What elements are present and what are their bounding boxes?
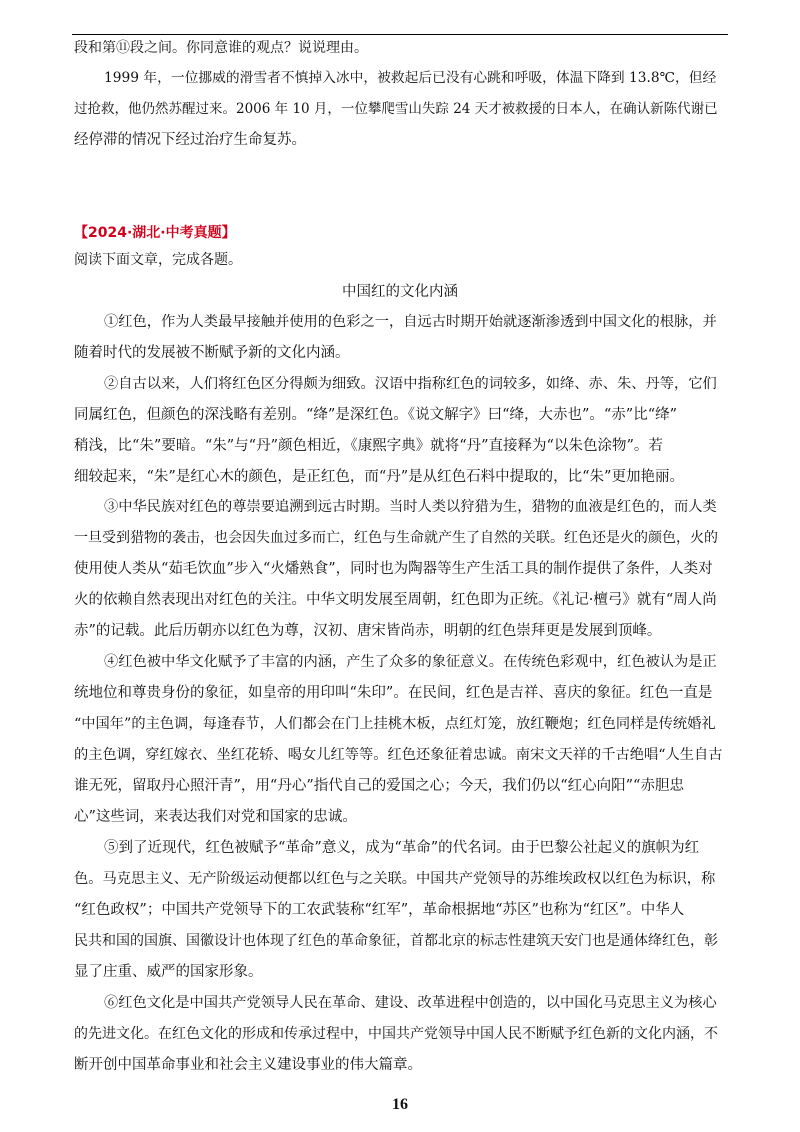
paragraph-6-line: 断开创中国革命事业和社会主义建设事业的伟大篇章。 — [74, 1057, 422, 1073]
paragraph-5-line: “红色政权”；中国共产党领导下的工农武装称“红军”，革命根据地“苏区”也称为“红区”。中华人 — [74, 902, 685, 918]
paragraph-3-line: ③中华民族对红色的尊崇要追溯到远古时期。当时人类以狩猎为生，猎物的血液是红色的，而人类 — [104, 499, 717, 515]
paragraph-1-line: 随着时代的发展被不断赋予新的文化内涵。 — [74, 345, 350, 361]
paragraph-5-line: ⑤到了近现代，红色被赋予“革命”意义，成为“革命”的代名词。由于巴黎公社起义的旗帜为红 — [104, 840, 700, 856]
paragraph-2-line: 细较起来，“朱”是红心木的颜色，是正红色，而“丹”是从红色石料中提取的，比“朱”更加艳丽。 — [74, 469, 684, 485]
paragraph-3-line: 赤”的记载。此后历朝亦以红色为尊，汉初、唐宋皆尚赤，明朝的红色崇拜更是发展到顶峰。 — [74, 623, 662, 639]
paragraph-4-line: 心”这些词，来表达我们对党和国家的忠诚。 — [74, 809, 357, 825]
question-continuation: 段和第⑪段之间。你同意谁的观点？说说理由。 — [74, 40, 368, 56]
paragraph-4-line: “中国年”的主色调，每逢春节，人们都会在门上挂桃木板，点红灯笼，放红鞭炮；红色同样是传统婚礼 — [74, 716, 716, 732]
article-title: 中国红的文化内涵 — [342, 284, 458, 300]
intro-paragraph-line: 经停滞的情况下经过治疗生命复苏。 — [74, 132, 306, 148]
paragraph-2-line: 同属红色，但颜色的深浅略有差别。“绛”是深红色。《说文解字》曰“绛，大赤也”。“赤”比“绛” — [74, 407, 678, 423]
paragraph-6-line: 的先进文化。在红色文化的形成和传承过程中，中国共产党领导中国人民不断赋予红色新的文化内涵，不 — [74, 1026, 718, 1042]
paragraph-5-line: 民共和国的国旗、国徽设计也体现了红色的革命象征，首都北京的标志性建筑天安门也是通体绛红色，彰 — [74, 933, 718, 949]
instruction: 阅读下面文章，完成各题。 — [74, 252, 242, 268]
top-rule — [72, 34, 728, 35]
paragraph-4-line: 统地位和尊贵身份的象征，如皇帝的用印叫“朱印”。在民间，红色是吉祥、喜庆的象征。红色一直是 — [74, 685, 713, 701]
intro-paragraph-line: 过抢救，他仍然苏醒过来。2006 年 10 月，一位攀爬雪山失踪 24 天才被救援的日本人，在确认新陈代谢已 — [74, 101, 718, 117]
paragraph-4-line: ④红色被中华文化赋予了丰富的内涵，产生了众多的象征意义。在传统色彩观中，红色被认为是正 — [104, 654, 717, 670]
paragraph-3-line: 使用使人类从“茹毛饮血”步入“火燔熟食”，同时也为陶器等生产生活工具的制作提供了条件，人类对 — [74, 561, 713, 577]
paragraph-3-line: 一旦受到猎物的袭击，也会因失血过多而亡，红色与生命就产生了自然的关联。红色还是火的颜色，火的 — [74, 530, 718, 546]
paragraph-3-line: 火的依赖自然表现出对红色的关注。中华文明发展至周朝，红色即为正统。《礼记·檀弓》就有“周人尚 — [74, 592, 717, 608]
paragraph-4-line: 谁无死，留取丹心照汗青”，用“丹心”指代自己的爱国之心；今天，我们仍以“红心向阳”“赤胆忠 — [74, 778, 684, 794]
paragraph-2-line: 稍浅，比“朱”要暗。“朱”与“丹”颜色相近，《康熙字典》就将“丹”直接释为“以朱色涂物”。若 — [74, 438, 663, 454]
paragraph-5-line: 显了庄重、威严的国家形象。 — [74, 964, 263, 980]
paragraph-6-line: ⑥红色文化是中国共产党领导人民在革命、建设、改革进程中创造的，以中国化马克思主义为核心 — [104, 995, 717, 1011]
paragraph-5-line: 色。马克思主义、无产阶级运动便都以红色与之关联。中国共产党领导的苏维埃政权以红色为标识，称 — [74, 871, 716, 887]
paragraph-2-line: ②自古以来，人们将红色区分得颇为细致。汉语中指称红色的词较多，如绛、赤、朱、丹等，它们 — [104, 376, 717, 392]
paragraph-4-line: 的主色调，穿红嫁衣、坐红花轿、喝女儿红等等。红色还象征着忠诚。南宋文天祥的千古绝唱“人生自古 — [74, 747, 723, 763]
page-number: 16 — [392, 1096, 408, 1113]
paragraph-1-line: ①红色，作为人类最早接触并使用的色彩之一，自远古时期开始就逐渐渗透到中国文化的根脉，并 — [104, 314, 717, 330]
exam-source-tag: 【2024·湖北·中考真题】 — [74, 225, 236, 241]
intro-paragraph-line: 1999 年，一位挪威的滑雪者不慎掉入冰中，被救起后已没有心跳和呼吸，体温下降到 13.8℃，但经 — [104, 70, 717, 86]
